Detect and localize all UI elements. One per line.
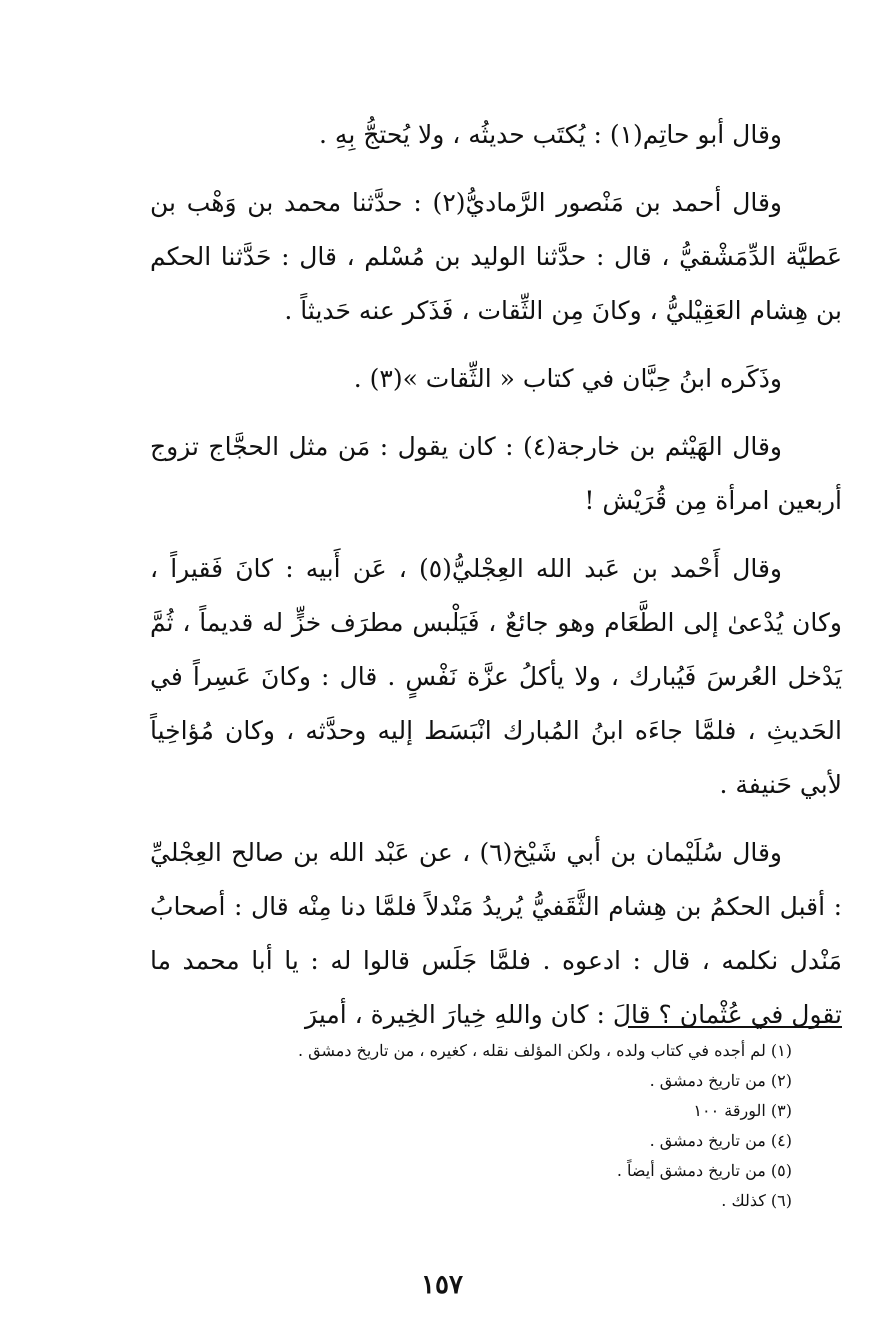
paragraph-1: وقال أبو حاتِم(١) : يُكتَب حديثُه ، ولا يُحتجُّ بِهِ . xyxy=(319,120,782,149)
main-text xyxy=(150,108,842,1056)
footnote-2: (٢) من تاريخ دمشق . xyxy=(649,1071,792,1090)
footnote-divider xyxy=(628,1026,842,1028)
footnote-6: (٦) كذلك . xyxy=(721,1191,792,1210)
footnote-1: (١) لم أجده في كتاب ولده ، ولكن المؤلف نقله ، كغيره ، من تاريخ دمشق . xyxy=(297,1041,792,1060)
paragraph-4: وقال الهَيْثم بن خارجة(٤) : كان يقول : مَن مثل الحجَّاج تزوج أربعين امرأة مِن قُرَيْش ! xyxy=(150,432,842,515)
footnote-3: (٣) الورقة ١٠٠ xyxy=(693,1101,792,1120)
footnote-4: (٤) من تاريخ دمشق . xyxy=(649,1131,792,1150)
footnotes xyxy=(200,1036,792,1216)
paragraph-3: وذَكَره ابنُ حِبَّان في كتاب « الثِّقات »(٣) . xyxy=(353,364,782,393)
page-number: ١٥٧ xyxy=(421,1270,463,1300)
paragraph-5: وقال أَحْمد بن عَبد الله العِجْليُّ(٥) ، عَن أَبيه : كانَ فَقيراً ، وكان يُدْعىٰ إلى الطَّعَام وهو جائعٌ ، فَيَلْبس مطرَف خزٍّ له قديماً ، ثُمَّ يَدْخل العُرسَ فَيُبارك ، ولا يأكلُ عزَّة نَفْسٍ . قال : وكانَ عَسِراً في الحَديثِ ، فلمَّا جاءَه ابنُ المُبارك انْبَسَط إليه وحدَّثه ، وكان مُؤاخِياً لأبي حَنيفة . xyxy=(150,554,842,799)
paragraph-6: وقال سُلَيْمان بن أبي شَيْخ(٦) ، عن عَبْد الله بن صالح العِجْليِّ : أقبل الحكمُ بن هِشام الثَّقَفيُّ يُريدُ مَنْدلاً فلمَّا دنا مِنْه قال : أصحابُ مَنْدل نكلمه ، قال : ادعوه . فلمَّا جَلَس قالوا له : يا أبا محمد ما تقول في عُثْمان ؟ قالَ : كان واللهِ خِيارَ الخِيرة ، أميرَ xyxy=(150,838,842,1029)
paragraph-2: وقال أحمد بن مَنْصور الرَّماديُّ(٢) : حدَّثنا محمد بن وَهْب بن عَطيَّة الدِّمَشْقيُّ ، قال : حدَّثنا الوليد بن مُسْلم ، قال : حَدَّثنا الحكم بن هِشام العَقِيْليُّ ، وكانَ مِن الثِّقات ، فَذَكر عنه حَديثاً . xyxy=(150,188,842,325)
footnote-5: (٥) من تاريخ دمشق أيضاً . xyxy=(616,1161,792,1180)
